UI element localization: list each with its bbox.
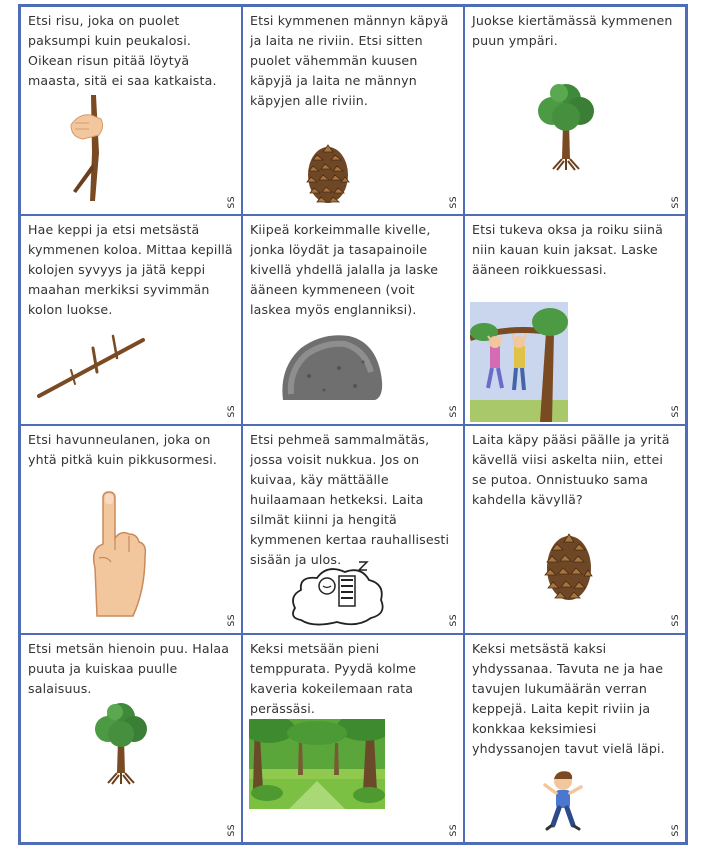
task-card-4 [20, 215, 242, 424]
task-card-text: Etsi metsän hienoin puu. Halaa puuta ja kuiskaa puulle salaisuus. [28, 640, 230, 696]
author-tag: SS [449, 195, 459, 209]
author-tag: SS [227, 405, 237, 418]
forest-image [249, 719, 385, 809]
author-tag: SS [449, 405, 459, 418]
task-card-text: Keksi metsästä kaksi yhdyssanaa. Tavuta ne ja hae tavujen lukumäärän verran keppejä. Laita kepit riviin ja konkkaa keksimiesi yhdyssanojen tavut vielä läpi. [472, 640, 665, 756]
task-card-text: Kiipeä korkeimmalle kivelle, jonka löydät ja tasapainoile kivellä yhdellä jalalla ja laske ääneen kymmeneen (voit laskea myös englanniksi). [250, 222, 439, 318]
task-card-6 [464, 215, 686, 424]
author-tag: SS [227, 823, 237, 836]
tree-image [93, 699, 149, 785]
author-tag: SS [671, 823, 681, 836]
author-tag: SS [671, 614, 681, 627]
task-card-10 [20, 634, 242, 843]
author-tag: SS [671, 405, 681, 418]
task-card-3 [464, 6, 686, 215]
task-card-text: Hae keppi ja etsi metsästä kymmenen koloa. Mittaa kepillä kolojen syvyys ja jätä keppi maahan merkiksi syvimmän kolon luokse. [28, 222, 233, 318]
task-card-1 [20, 6, 242, 215]
hand-holding-stick-image [61, 93, 121, 205]
task-card-text: Laita käpy pääsi päälle ja yritä kävellä viisi askelta niin, ettei se putoa. Onnistuuko sama kahdella kävyllä? [472, 431, 670, 507]
task-card-9 [464, 425, 686, 634]
author-tag: SS [227, 614, 237, 627]
author-tag: SS [449, 614, 459, 627]
sleeping-person-image [287, 556, 387, 628]
author-tag: SS [227, 195, 237, 209]
task-card-2 [242, 6, 464, 215]
task-card-text: Keksi metsään pieni temppurata. Pyydä kolme kaveria kokeilemaan rata perässäsi. [250, 640, 417, 716]
task-card-5 [242, 215, 464, 424]
task-card-8 [242, 425, 464, 634]
stick-image [35, 326, 147, 402]
little-finger-hand-image [81, 490, 151, 618]
task-card-11 [242, 634, 464, 843]
spruce-cone-image [543, 526, 595, 602]
task-card-text: Etsi pehmeä sammalmätäs, jossa voisit nukkua. Jos on kuivaa, käy mättäälle huilaamaan hetkeksi. Laita silmät kiinni ja hengitä kymmenen kertaa rauhallisesti sisään ja ulos. [250, 431, 450, 567]
kids-hanging-from-branch-image [470, 302, 568, 422]
task-card-text: Juokse kiertämässä kymmenen puun ympäri. [472, 13, 673, 48]
task-card-text: Etsi tukeva oksa ja roiku siinä niin kauan kuin jaksat. Laske ääneen roikkuessasi. [472, 222, 664, 278]
pine-cone-image [305, 139, 351, 205]
tree-image [535, 79, 597, 171]
task-card-text: Etsi havunneulanen, joka on yhtä pitkä kuin pikkusormesi. [28, 431, 218, 467]
task-card-grid [18, 4, 688, 845]
task-card-text: Etsi risu, joka on puolet paksumpi kuin peukalosi. Oikean risun pitää löytyä maasta, sitä ei saa katkaista. [28, 13, 217, 88]
author-tag: SS [449, 823, 459, 836]
task-card-7 [20, 425, 242, 634]
jumping-boy-image [541, 769, 585, 833]
rock-image [279, 328, 385, 404]
task-card-text: Etsi kymmenen männyn käpyä ja laita ne riviin. Etsi sitten puolet vähemmän kuusen käpyjä ja laita ne männyn käpyjen alle riviin. [250, 13, 449, 108]
author-tag: SS [671, 195, 681, 209]
task-card-12 [464, 634, 686, 843]
